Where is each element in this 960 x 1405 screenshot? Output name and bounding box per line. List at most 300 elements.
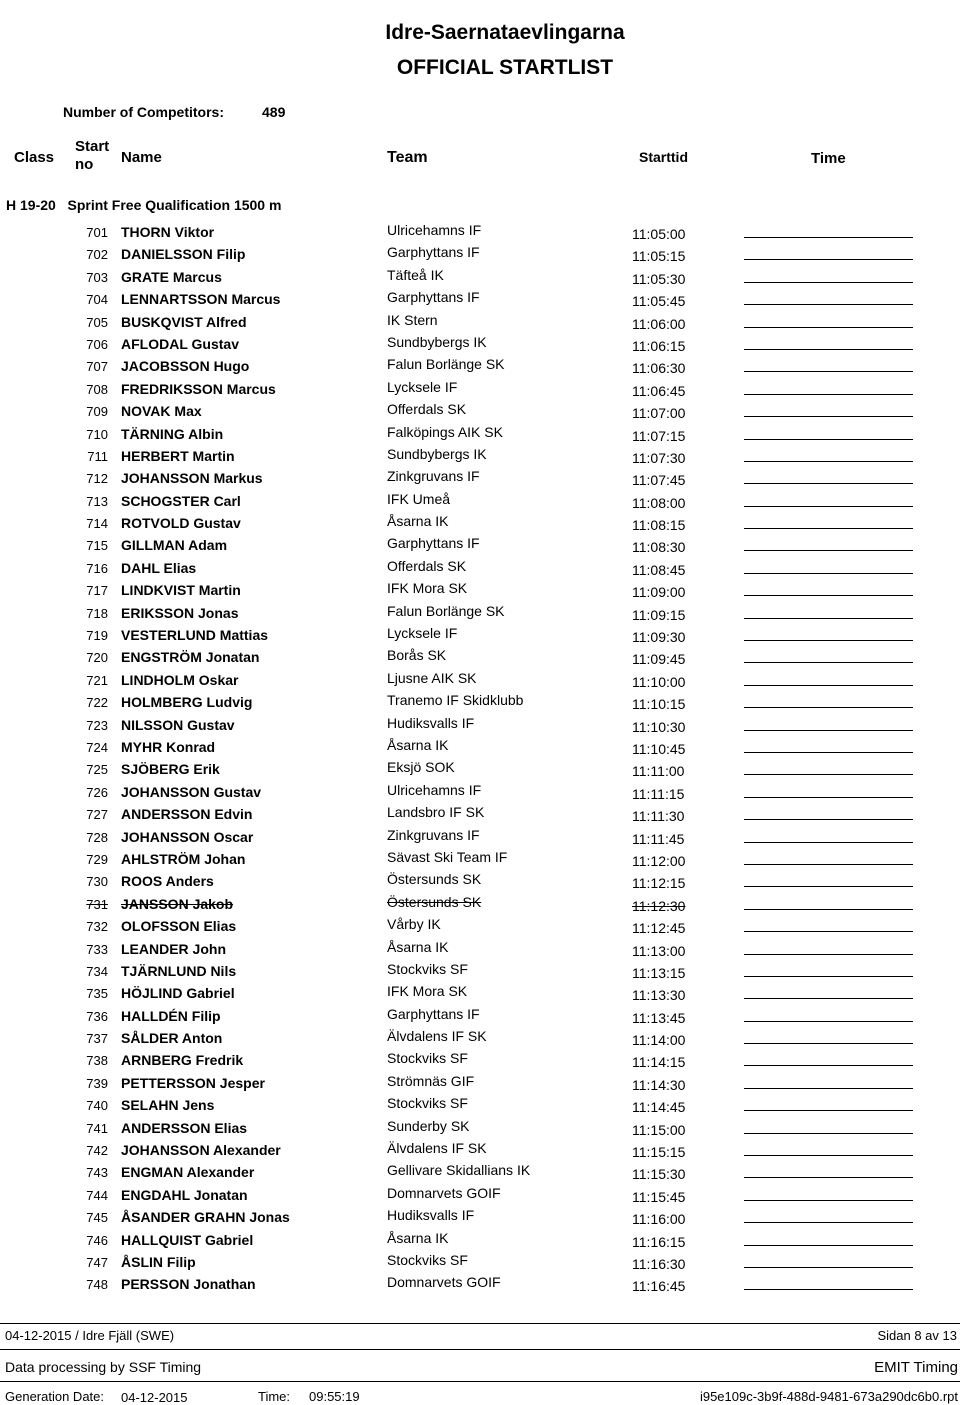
table-row: [0, 423, 960, 445]
team-name: Ulricehamns IF: [387, 222, 482, 238]
result-time-line: [744, 573, 913, 574]
result-time-line: [744, 909, 913, 910]
start-time: 11:05:45: [632, 293, 686, 310]
start-time: 11:14:15: [632, 1054, 686, 1071]
result-time-line: [744, 1065, 913, 1066]
start-time: 11:14:45: [632, 1099, 686, 1116]
start-time: 11:06:00: [632, 315, 686, 332]
result-time-line: [744, 685, 913, 686]
result-time-line: [744, 595, 913, 596]
start-no: 726: [86, 784, 108, 800]
start-no: 742: [86, 1143, 108, 1159]
start-time: 11:06:45: [632, 382, 686, 399]
start-no: 724: [86, 739, 108, 755]
table-row: [0, 1094, 960, 1116]
competitor-name: OLOFSSON Elias: [121, 918, 237, 935]
competitor-name: TJÄRNLUND Nils: [121, 962, 237, 979]
column-start-line2: no: [75, 156, 94, 173]
start-no: 713: [86, 493, 108, 509]
table-row: [0, 1184, 960, 1206]
start-no: 745: [86, 1210, 108, 1226]
competitor-name: JANSSON Jakob: [121, 895, 234, 912]
team-name: Domnarvets GOIF: [387, 1184, 501, 1201]
table-row: [0, 1072, 960, 1094]
start-no: 730: [86, 874, 108, 890]
start-no: 721: [86, 672, 108, 688]
team-name: Älvdalens IF SK: [387, 1140, 487, 1157]
start-time: 11:13:45: [632, 1009, 686, 1026]
team-name: Garphyttans IF: [387, 244, 480, 261]
result-time-line: [744, 640, 913, 641]
table-row: [0, 400, 960, 422]
table-row: [0, 1049, 960, 1071]
result-time-line: [744, 1245, 913, 1246]
team-name: Hudiksvalls IF: [387, 714, 475, 731]
competitor-name: ÅSLIN Filip: [121, 1253, 196, 1270]
competitor-name: DAHL Elias: [121, 559, 197, 576]
team-name: IFK Mora SK: [387, 580, 468, 597]
result-time-line: [744, 954, 913, 955]
start-time: 11:10:00: [632, 673, 686, 690]
start-time: 11:12:30: [632, 897, 686, 914]
team-name: IFK Umeå: [387, 490, 451, 507]
result-time-line: [744, 1110, 913, 1111]
section-title: H 19-20 Sprint Free Qualification 1500 m: [6, 197, 282, 213]
footer-date-place: 04-12-2015 / Idre Fjäll (SWE): [5, 1328, 175, 1343]
team-name: Eksjö SOK: [387, 759, 455, 776]
result-time-line: [744, 1267, 913, 1268]
start-no: 747: [86, 1254, 108, 1270]
column-name: Name: [121, 149, 162, 166]
competitor-name: SÅLDER Anton: [121, 1030, 223, 1047]
column-start-line1: Start: [75, 138, 110, 155]
start-time: 11:12:15: [632, 875, 686, 892]
column-class: Class: [14, 149, 55, 166]
competitor-name: ANDERSSON Edvin: [121, 806, 253, 823]
result-time-line: [744, 394, 913, 395]
team-name: Sundbybergs IK: [387, 333, 487, 350]
table-row: [0, 1251, 960, 1273]
start-time: 11:05:30: [632, 270, 686, 287]
team-name: Ulricehamns IF: [387, 781, 482, 798]
team-name: Älvdalens IF SK: [387, 1028, 487, 1045]
table-row: [0, 534, 960, 556]
table-row: [0, 691, 960, 713]
result-time-line: [744, 1289, 913, 1290]
result-time-line: [744, 349, 913, 350]
team-name: Offerdals SK: [387, 557, 467, 574]
competitor-name: ROOS Anders: [121, 873, 214, 890]
team-name: Sunderby SK: [387, 1117, 470, 1134]
competitor-name: BUSKQVIST Alfred: [121, 313, 247, 330]
team-name: Lycksele IF: [387, 625, 458, 642]
result-time-line: [744, 618, 913, 619]
start-no: 737: [86, 1031, 108, 1047]
table-row: [0, 445, 960, 467]
result-time-line: [744, 1133, 913, 1134]
start-no: 725: [86, 762, 108, 778]
result-time-line: [744, 819, 913, 820]
result-time-line: [744, 550, 913, 551]
start-no: 728: [86, 829, 108, 845]
team-name: Hudiksvalls IF: [387, 1207, 475, 1224]
result-time-line: [744, 752, 913, 753]
result-time-line: [744, 998, 913, 999]
team-name: Vårby IK: [387, 916, 441, 933]
competitor-name: PETTERSSON Jesper: [121, 1074, 265, 1091]
table-row: [0, 714, 960, 736]
table-row: [0, 378, 960, 400]
start-no: 703: [86, 269, 108, 285]
start-time: 11:11:00: [632, 763, 685, 780]
competitor-name: FREDRIKSSON Marcus: [121, 380, 276, 397]
start-no: 712: [86, 471, 108, 487]
result-time-line: [744, 237, 913, 238]
competitor-name: LINDHOLM Oskar: [121, 671, 239, 688]
competitor-name: NOVAK Max: [121, 403, 202, 420]
team-name: Gellivare Skidallians IK: [387, 1162, 531, 1179]
table-row: [0, 266, 960, 288]
start-no: 718: [86, 605, 108, 621]
footer-file-id: i95e109c-3b9f-488d-9481-673a290dc6b0.rpt: [699, 1389, 958, 1404]
result-time-line: [744, 416, 913, 417]
table-row: [0, 624, 960, 646]
table-row: [0, 311, 960, 333]
result-time-line: [744, 1222, 913, 1223]
competitor-name: HOLMBERG Ludvig: [121, 694, 253, 711]
event-title: Idre-Saernataevlingarna: [385, 21, 625, 44]
team-name: Falun Borlänge SK: [387, 356, 505, 373]
start-no: 727: [86, 807, 108, 823]
table-row: [0, 602, 960, 624]
competitor-name: ANDERSSON Elias: [121, 1119, 248, 1136]
table-row: [0, 758, 960, 780]
start-no: 719: [86, 628, 108, 644]
table-row: [0, 1229, 960, 1251]
team-name: Stockviks SF: [387, 1251, 468, 1268]
start-time: 11:15:45: [632, 1188, 686, 1205]
start-no: 731: [86, 896, 108, 912]
team-name: Falköpings AIK SK: [387, 423, 503, 440]
result-time-line: [744, 976, 913, 977]
competitor-name: ARNBERG Fredrik: [121, 1052, 244, 1069]
result-time-line: [744, 774, 913, 775]
start-no: 733: [86, 941, 108, 957]
start-no: 735: [86, 986, 108, 1002]
competitor-name: JOHANSSON Oscar: [121, 828, 254, 845]
start-no: 704: [86, 292, 108, 308]
competitor-name: JOHANSSON Alexander: [121, 1142, 281, 1159]
start-time: 11:09:15: [632, 606, 686, 623]
team-name: Sundbybergs IK: [387, 445, 487, 462]
competitor-name: GRATE Marcus: [121, 268, 222, 285]
column-team: Team: [387, 149, 428, 166]
table-row: [0, 893, 960, 915]
table-row: [0, 467, 960, 489]
team-name: Åsarna IK: [387, 938, 449, 955]
team-name: Offerdals SK: [387, 401, 467, 418]
start-no: 739: [86, 1075, 108, 1091]
footer-time-label: Time:: [258, 1389, 291, 1404]
table-row: [0, 557, 960, 579]
start-no: 722: [86, 695, 108, 711]
competitors-count: 489: [262, 104, 286, 120]
footer-page: Sidan 8 av 13: [877, 1328, 957, 1343]
result-time-line: [744, 439, 913, 440]
start-time: 11:16:45: [632, 1278, 686, 1295]
result-time-line: [744, 1021, 913, 1022]
result-time-line: [744, 259, 913, 260]
table-row: [0, 1273, 960, 1295]
start-time: 11:05:00: [632, 226, 686, 242]
team-name: Lycksele IF: [387, 378, 458, 395]
start-no: 716: [86, 560, 108, 576]
table-row: [0, 288, 960, 310]
competitor-name: SCHOGSTER Carl: [121, 492, 241, 509]
result-time-line: [744, 1200, 913, 1201]
footer-rule-top: [0, 1323, 960, 1324]
table-row: [0, 982, 960, 1004]
competitor-name: HALLQUIST Gabriel: [121, 1231, 254, 1248]
start-time: 11:13:00: [632, 942, 686, 959]
footer-generation-date: 04-12-2015: [121, 1390, 188, 1405]
result-time-line: [744, 1043, 913, 1044]
team-name: Åsarna IK: [387, 513, 449, 530]
team-name: Stockviks SF: [387, 1095, 468, 1112]
competitor-name: HALLDÉN Filip: [121, 1007, 221, 1024]
start-time: 11:13:15: [632, 964, 686, 981]
competitor-name: LENNARTSSON Marcus: [121, 291, 281, 308]
start-no: 714: [86, 516, 108, 532]
start-no: 720: [86, 650, 108, 666]
result-time-line: [744, 931, 913, 932]
start-no: 740: [86, 1098, 108, 1114]
start-time: 11:16:30: [632, 1255, 686, 1272]
start-time: 11:09:45: [632, 651, 686, 668]
start-no: 741: [86, 1120, 108, 1136]
team-name: Landsbro IF SK: [387, 804, 485, 821]
table-row: [0, 490, 960, 512]
column-time: Time: [811, 150, 846, 167]
result-time-line: [744, 483, 913, 484]
start-time: 11:14:30: [632, 1076, 686, 1093]
result-time-line: [744, 730, 913, 731]
start-no: 717: [86, 583, 108, 599]
start-time: 11:15:30: [632, 1166, 686, 1183]
start-time: 11:06:30: [632, 360, 686, 377]
start-no: 701: [86, 225, 108, 240]
result-time-line: [744, 842, 913, 843]
competitor-name: PERSSON Jonathan: [121, 1276, 256, 1293]
result-time-line: [744, 506, 913, 507]
column-starttid: Starttid: [639, 149, 688, 165]
start-no: 732: [86, 919, 108, 935]
start-time: 11:13:30: [632, 987, 686, 1004]
start-time: 11:15:00: [632, 1121, 686, 1138]
result-time-line: [744, 327, 913, 328]
start-time: 11:05:15: [632, 248, 686, 265]
team-name: Åsarna IK: [387, 736, 449, 753]
competitor-name: GILLMAN Adam: [121, 537, 228, 554]
team-name: Garphyttans IF: [387, 1005, 480, 1022]
result-time-line: [744, 797, 913, 798]
start-time: 11:12:45: [632, 920, 686, 937]
start-no: 708: [86, 381, 108, 397]
team-name: Domnarvets GOIF: [387, 1274, 501, 1291]
start-time: 11:06:15: [632, 337, 686, 354]
result-time-line: [744, 461, 913, 462]
table-row: [0, 1206, 960, 1228]
table-row: [0, 646, 960, 668]
team-name: Falun Borlänge SK: [387, 602, 505, 619]
team-name: Strömnäs GIF: [387, 1072, 475, 1089]
table-row: [0, 826, 960, 848]
competitor-name: VESTERLUND Mattias: [121, 627, 269, 644]
start-no: 746: [86, 1232, 108, 1248]
table-row: [0, 579, 960, 601]
start-time: 11:10:30: [632, 718, 686, 735]
competitor-name: ROTVOLD Gustav: [121, 515, 241, 532]
table-row: [0, 915, 960, 937]
competitor-name: THORN Viktor: [121, 224, 215, 240]
start-time: 11:11:30: [632, 808, 685, 825]
table-row: [0, 736, 960, 758]
start-time: 11:08:00: [632, 494, 686, 511]
start-no: 710: [86, 426, 108, 442]
table-row: [0, 1161, 960, 1183]
table-row: [0, 781, 960, 803]
start-no: 723: [86, 717, 108, 733]
competitors-label: Number of Competitors:: [63, 104, 224, 120]
table-row: [0, 333, 960, 355]
result-time-line: [744, 707, 913, 708]
team-name: Zinkgruvans IF: [387, 468, 480, 485]
start-no: 715: [86, 538, 108, 554]
start-no: 702: [86, 247, 108, 263]
result-time-line: [744, 304, 913, 305]
start-time: 11:12:00: [632, 852, 686, 869]
table-row: [0, 1027, 960, 1049]
result-time-line: [744, 886, 913, 887]
result-time-line: [744, 1088, 913, 1089]
start-no: 736: [86, 1008, 108, 1024]
start-time: 11:07:45: [632, 472, 686, 489]
start-time: 11:15:15: [632, 1144, 686, 1161]
team-name: Östersunds SK: [387, 871, 482, 888]
table-row: [0, 1139, 960, 1161]
footer-emit: EMIT Timing: [874, 1359, 958, 1376]
table-row: [0, 938, 960, 960]
competitor-name: HERBERT Martin: [121, 447, 235, 464]
start-time: 11:08:45: [632, 561, 686, 578]
result-time-line: [744, 1155, 913, 1156]
start-no: 744: [86, 1187, 108, 1203]
start-time: 11:09:30: [632, 629, 686, 646]
team-name: Åsarna IK: [387, 1229, 449, 1246]
footer-time-value: 09:55:19: [309, 1389, 360, 1404]
team-name: Tranemo IF Skidklubb: [387, 692, 524, 709]
competitor-name: ÅSANDER GRAHN Jonas: [121, 1209, 290, 1226]
team-name: Zinkgruvans IF: [387, 826, 480, 843]
start-no: 729: [86, 851, 108, 867]
competitor-name: LINDKVIST Martin: [121, 582, 241, 599]
competitor-name: DANIELSSON Filip: [121, 246, 246, 263]
competitor-name: ENGMAN Alexander: [121, 1164, 255, 1181]
competitor-name: ERIKSSON Jonas: [121, 604, 239, 621]
start-time: 11:10:45: [632, 740, 686, 757]
table-row: [0, 243, 960, 265]
competitor-name: SJÖBERG Erik: [121, 761, 220, 778]
result-time-line: [744, 662, 913, 663]
start-time: 11:09:00: [632, 584, 686, 601]
footer-data-processing: Data processing by SSF Timing: [5, 1359, 202, 1375]
start-no: 738: [86, 1053, 108, 1069]
start-no: 705: [86, 314, 108, 330]
start-time: 11:08:15: [632, 517, 686, 534]
team-name: IFK Mora SK: [387, 983, 468, 1000]
team-name: Östersunds SK: [387, 893, 482, 910]
table-row: [0, 1117, 960, 1139]
competitor-name: NILSSON Gustav: [121, 716, 235, 733]
competitor-name: ENGSTRÖM Jonatan: [121, 649, 260, 666]
table-row: [0, 803, 960, 825]
result-time-line: [744, 1177, 913, 1178]
competitor-name: AFLODAL Gustav: [121, 335, 239, 352]
footer-rule-middle: [0, 1349, 960, 1350]
table-row: [0, 848, 960, 870]
competitor-name: JACOBSSON Hugo: [121, 358, 250, 375]
team-name: Stockviks SF: [387, 1050, 468, 1067]
start-time: 11:10:15: [632, 696, 686, 713]
table-row: [0, 355, 960, 377]
start-no: 748: [86, 1277, 108, 1293]
startlist-table: [0, 221, 960, 1296]
start-time: 11:16:15: [632, 1233, 686, 1250]
table-row: [0, 669, 960, 691]
competitor-name: LEANDER John: [121, 940, 226, 957]
start-time: 11:14:00: [632, 1032, 686, 1049]
team-name: Täfteå IK: [387, 266, 444, 283]
table-row: [0, 512, 960, 534]
competitor-name: MYHR Konrad: [121, 738, 216, 755]
start-time: 11:08:30: [632, 539, 686, 556]
competitor-name: AHLSTRÖM Johan: [121, 850, 246, 867]
start-no: 706: [86, 336, 108, 352]
start-time: 11:11:45: [632, 830, 685, 847]
start-time: 11:07:30: [632, 449, 686, 466]
table-row: [0, 870, 960, 892]
list-title: OFFICIAL STARTLIST: [396, 56, 614, 79]
footer-rule-bottom: [0, 1381, 960, 1382]
result-time-line: [744, 864, 913, 865]
team-name: IK Stern: [387, 311, 438, 328]
team-name: Garphyttans IF: [387, 289, 480, 306]
table-row: [0, 221, 960, 243]
competitor-name: TÄRNING Albin: [121, 425, 224, 442]
start-no: 711: [87, 448, 108, 464]
competitor-name: SELAHN Jens: [121, 1097, 215, 1114]
result-time-line: [744, 371, 913, 372]
start-time: 11:16:00: [632, 1211, 686, 1228]
competitor-name: HÖJLIND Gabriel: [121, 985, 235, 1002]
result-time-line: [744, 528, 913, 529]
start-no: 707: [86, 359, 108, 375]
start-time: 11:07:15: [632, 427, 686, 444]
team-name: Borås SK: [387, 647, 447, 664]
competitor-name: ENGDAHL Jonatan: [121, 1186, 248, 1203]
start-no: 734: [86, 963, 108, 979]
start-no: 709: [86, 404, 108, 420]
